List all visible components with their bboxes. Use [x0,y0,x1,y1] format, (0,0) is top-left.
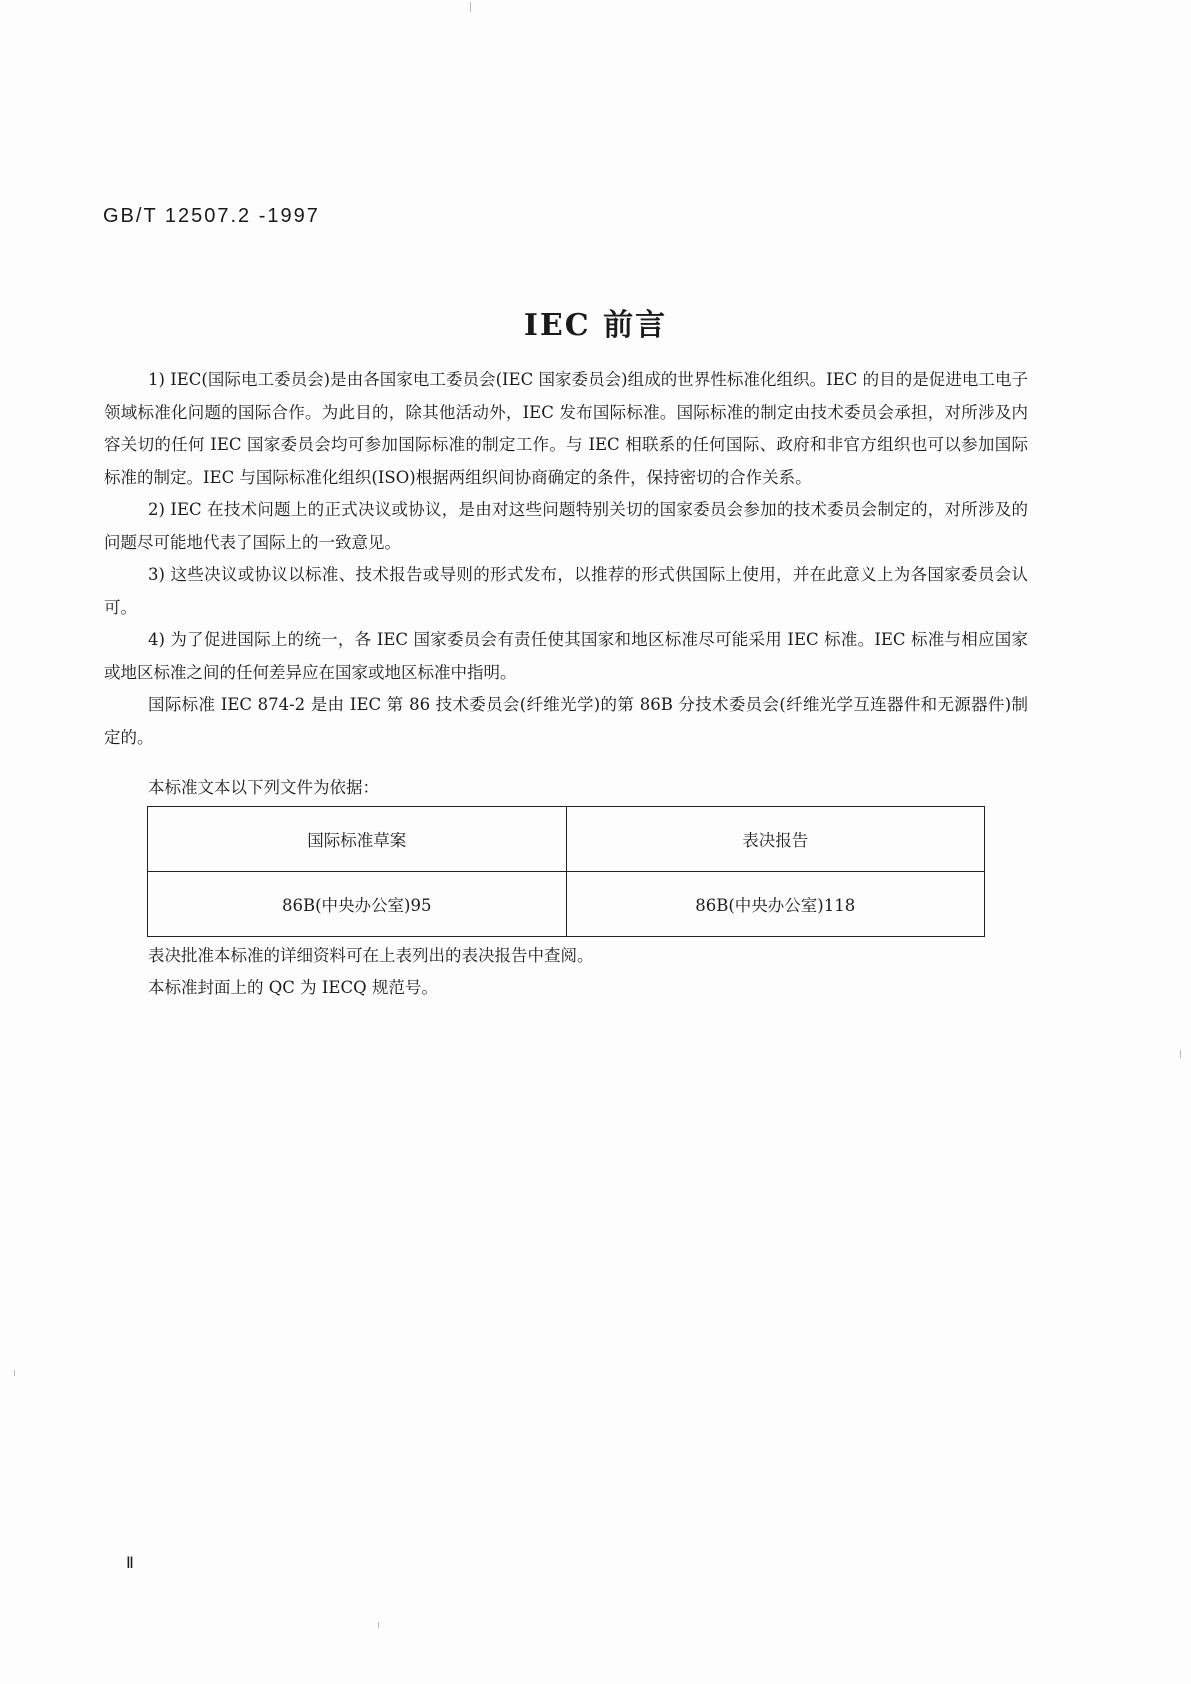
scan-speck [1180,1050,1181,1058]
page-number: Ⅱ [126,1555,134,1572]
paragraph: 3) 这些决议或协议以标准、技术报告或导则的形式发布，以推荐的形式供国际上使用，并在此意义上为各国家委员会认可。 [104,565,1028,617]
note-line: 表决批准本标准的详细资料可在上表列出的表决报告中查阅。 [148,946,594,965]
table-header-row [148,807,985,872]
basis-table [147,806,985,937]
table-header: 表决报告 [566,807,985,872]
paragraph: 国际标准 IEC 874-2 是由 IEC 第 86 技术委员会(纤维光学)的第 86B 分技术委员会(纤维光学互连器件和无源器件)制定的。 [104,695,1028,747]
table-row [148,872,985,937]
scan-speck [378,1622,379,1628]
scan-speck [470,2,471,12]
paragraph: 4) 为了促进国际上的统一，各 IEC 国家委员会有责任使其国家和地区标准尽可能采用 IEC 标准。IEC 标准与相应国家或地区标准之间的任何差异应在国家或地区标准中指明。 [104,630,1028,682]
paragraph: 1) IEC(国际电工委员会)是由各国家电工委员会(IEC 国家委员会)组成的世界性标准化组织。IEC 的目的是促进电工电子领域标准化问题的国际合作。为此目的，除其他活动外，IEC 发布国际标准。国际标准的制定由技术委员会承担，对所涉及内容关切的任何 IEC 国家委员会均可参加国际标准的制定工作。与 IEC 相联系的任何国际、政府和非官方组织也可以参加国际标准的制定。IEC 与国际标准化组织(ISO)根据两组织间协商确定的条件，保持密切的合作关系。 [104,370,1028,487]
scan-speck [14,1370,15,1376]
table-cell: 86B(中央办公室)95 [148,872,567,937]
foreword-body [104,364,1028,754]
note-line: 本标准封面上的 QC 为 IECQ 规范号。 [148,978,438,997]
table-header: 国际标准草案 [148,807,567,872]
paragraph: 2) IEC 在技术问题上的正式决议或协议，是由对这些问题特别关切的国家委员会参加的技术委员会制定的，对所涉及的问题尽可能地代表了国际上的一致意见。 [104,500,1028,552]
page-title: IEC 前言 [523,308,668,343]
standard-number: GB/T 12507.2 -1997 [103,205,320,227]
basis-intro: 本标准文本以下列文件为依据： [148,778,379,797]
table-cell: 86B(中央办公室)118 [566,872,985,937]
